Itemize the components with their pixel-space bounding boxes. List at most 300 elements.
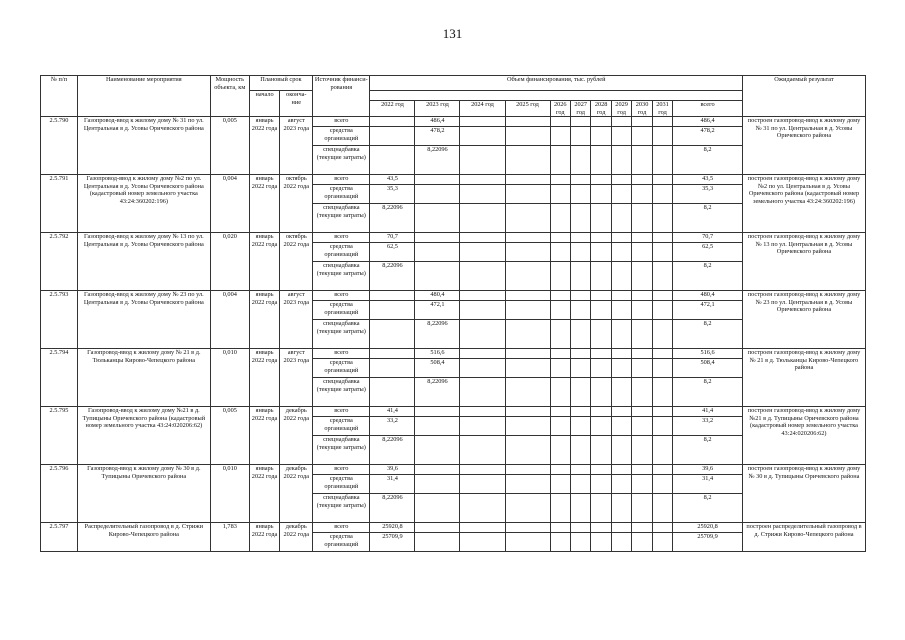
amount-cell: 8,22096: [370, 494, 415, 523]
header-year-1: 2023 год: [415, 101, 460, 117]
amount-cell: 70,7: [673, 233, 743, 243]
header-year-8: 2030 год: [632, 101, 652, 117]
amount-cell: [505, 407, 550, 417]
row-number: 2.5.794: [41, 349, 78, 407]
source-label: средства организаций: [313, 243, 370, 262]
amount-cell: [460, 533, 505, 552]
row-number: 2.5.792: [41, 233, 78, 291]
term-start: январь 2022 года: [249, 523, 280, 552]
amount-cell: [460, 291, 505, 301]
term-start: январь 2022 года: [249, 407, 280, 465]
event-name: Газопровод-ввод к жилому дому № 13 по ул. Центральная в д. Усовы Оричевского района: [77, 233, 210, 291]
amount-cell: [632, 349, 652, 359]
amount-cell: 70,7: [370, 233, 415, 243]
expected-result: построен газопровод-ввод к жилому дому № 21 в д. Тюльканцы Кирово-Чепецкого района: [742, 349, 865, 407]
amount-cell: [611, 291, 631, 301]
amount-cell: [632, 243, 652, 262]
event-name: Распределительный газопровод в д. Стрижи Кирово-Чепецкого района: [77, 523, 210, 552]
amount-cell: [550, 185, 570, 204]
row-number: 2.5.796: [41, 465, 78, 523]
amount-cell: [591, 291, 611, 301]
amount-cell: [611, 233, 631, 243]
amount-cell: [570, 465, 590, 475]
capacity: 0,005: [210, 117, 249, 175]
amount-cell: [632, 262, 652, 291]
table-row: [41, 349, 866, 359]
amount-cell: [505, 175, 550, 185]
amount-cell: [505, 262, 550, 291]
table-row: [41, 291, 866, 301]
amount-cell: [460, 233, 505, 243]
row-number: 2.5.793: [41, 291, 78, 349]
amount-cell: [652, 117, 672, 127]
amount-cell: [591, 417, 611, 436]
source-label: средства организаций: [313, 127, 370, 146]
amount-cell: [505, 127, 550, 146]
term-end: декабрь 2022 года: [280, 407, 313, 465]
source-label: спецнадбавка (текущие затраты): [313, 262, 370, 291]
header-year-5: 2027 год: [570, 101, 590, 117]
row-number: 2.5.791: [41, 175, 78, 233]
amount-cell: 25709,9: [673, 533, 743, 552]
amount-cell: [505, 349, 550, 359]
amount-cell: [591, 465, 611, 475]
amount-cell: [550, 407, 570, 417]
amount-cell: [632, 465, 652, 475]
amount-cell: [652, 175, 672, 185]
amount-cell: 8,22096: [370, 262, 415, 291]
row-number: 2.5.797: [41, 523, 78, 552]
amount-cell: [415, 407, 460, 417]
amount-cell: [591, 146, 611, 175]
amount-cell: [570, 378, 590, 407]
amount-cell: [505, 185, 550, 204]
amount-cell: [570, 185, 590, 204]
amount-cell: 41,4: [370, 407, 415, 417]
source-label: средства организаций: [313, 185, 370, 204]
header-name: Наименование мероприятия: [77, 76, 210, 117]
amount-cell: [611, 301, 631, 320]
amount-cell: [415, 417, 460, 436]
amount-cell: 8,2: [673, 494, 743, 523]
amount-cell: [632, 175, 652, 185]
amount-cell: [550, 533, 570, 552]
capacity: 0,020: [210, 233, 249, 291]
table-row: [41, 465, 866, 475]
term-start: январь 2022 года: [249, 233, 280, 291]
source-label: всего: [313, 407, 370, 417]
amount-cell: [550, 320, 570, 349]
amount-cell: [460, 475, 505, 494]
amount-cell: [632, 378, 652, 407]
amount-cell: [570, 301, 590, 320]
amount-cell: 8,2: [673, 436, 743, 465]
amount-cell: [632, 291, 652, 301]
amount-cell: 33,2: [370, 417, 415, 436]
amount-cell: [370, 359, 415, 378]
amount-cell: [505, 320, 550, 349]
amount-cell: [550, 523, 570, 533]
capacity: 0,010: [210, 349, 249, 407]
amount-cell: [570, 243, 590, 262]
source-label: средства организаций: [313, 301, 370, 320]
amount-cell: 516,6: [415, 349, 460, 359]
amount-cell: [611, 436, 631, 465]
expected-result: построен газопровод-ввод к жилому дому №2 по ул. Центральная в д. Усовы Оричевского района (кадастровый номер земельного участка 43:24:360202:196): [742, 175, 865, 233]
amount-cell: 472,1: [415, 301, 460, 320]
amount-cell: [415, 262, 460, 291]
source-label: спецнадбавка (текущие затраты): [313, 320, 370, 349]
event-name: Газопровод-ввод к жилому дому № 30 в д. Тупицыны Оричевского района: [77, 465, 210, 523]
amount-cell: [591, 262, 611, 291]
expected-result: построен газопровод-ввод к жилому дому №21 в д. Тупицыны Оричевского района (кадастровый номер земельного участка 43:24:020206:62): [742, 407, 865, 465]
amount-cell: [505, 378, 550, 407]
capacity: 0,004: [210, 291, 249, 349]
source-label: всего: [313, 523, 370, 533]
amount-cell: 8,2: [673, 204, 743, 233]
amount-cell: 35,3: [370, 185, 415, 204]
amount-cell: 8,22096: [370, 204, 415, 233]
amount-cell: [370, 291, 415, 301]
amount-cell: [570, 127, 590, 146]
amount-cell: [652, 465, 672, 475]
amount-cell: [550, 417, 570, 436]
amount-cell: 480,4: [673, 291, 743, 301]
amount-cell: [611, 175, 631, 185]
amount-cell: 8,22096: [415, 146, 460, 175]
amount-cell: [415, 233, 460, 243]
row-number: 2.5.795: [41, 407, 78, 465]
capacity: 1,783: [210, 523, 249, 552]
amount-cell: [570, 359, 590, 378]
source-label: средства организаций: [313, 475, 370, 494]
expected-result: построен распределительный газопровод в д. Стрижи Кирово-Чепецкого района: [742, 523, 865, 552]
amount-cell: 480,4: [415, 291, 460, 301]
amount-cell: [415, 175, 460, 185]
term-end: октябрь 2022 года: [280, 233, 313, 291]
expected-result: построен газопровод-ввод к жилому дому № 30 в д. Тупицыны Оричевского района: [742, 465, 865, 523]
table-row: [41, 117, 866, 127]
amount-cell: [460, 523, 505, 533]
source-label: спецнадбавка (текущие затраты): [313, 378, 370, 407]
header-volume: Объем финансирования, тыс. рублей: [370, 76, 743, 91]
amount-cell: [632, 301, 652, 320]
source-label: средства организаций: [313, 417, 370, 436]
amount-cell: 43,5: [673, 175, 743, 185]
amount-cell: [632, 417, 652, 436]
amount-cell: 39,6: [673, 465, 743, 475]
amount-cell: [550, 243, 570, 262]
amount-cell: [570, 146, 590, 175]
term-end: декабрь 2022 года: [280, 523, 313, 552]
amount-cell: [591, 185, 611, 204]
amount-cell: [550, 475, 570, 494]
table-row: [41, 233, 866, 243]
amount-cell: [505, 359, 550, 378]
amount-cell: [591, 127, 611, 146]
amount-cell: [415, 436, 460, 465]
source-label: средства организаций: [313, 359, 370, 378]
amount-cell: [611, 523, 631, 533]
amount-cell: [591, 359, 611, 378]
amount-cell: [632, 320, 652, 349]
amount-cell: 478,2: [415, 127, 460, 146]
amount-cell: [652, 146, 672, 175]
event-name: Газопровод-ввод к жилому дому №2 по ул. Центральная в д. Усовы Оричевского района (кадастровый номер земельного участка 43:24:360202:196): [77, 175, 210, 233]
amount-cell: [370, 378, 415, 407]
amount-cell: 25709,9: [370, 533, 415, 552]
event-name: Газопровод-ввод к жилому дому № 21 в д. Тюльканцы Кирово-Чепецкого района: [77, 349, 210, 407]
amount-cell: [652, 407, 672, 417]
amount-cell: [460, 243, 505, 262]
amount-cell: [632, 233, 652, 243]
amount-cell: [591, 349, 611, 359]
amount-cell: 31,4: [673, 475, 743, 494]
amount-cell: 62,5: [673, 243, 743, 262]
amount-cell: [591, 117, 611, 127]
amount-cell: [652, 359, 672, 378]
amount-cell: [591, 301, 611, 320]
header-year-6: 2028 год: [591, 101, 611, 117]
amount-cell: [611, 262, 631, 291]
amount-cell: [652, 533, 672, 552]
header-year-7: 2029 год: [611, 101, 631, 117]
amount-cell: [415, 204, 460, 233]
amount-cell: [652, 243, 672, 262]
amount-cell: 43,5: [370, 175, 415, 185]
header-term-start: начало: [249, 91, 280, 117]
amount-cell: [611, 533, 631, 552]
amount-cell: [611, 475, 631, 494]
amount-cell: [550, 465, 570, 475]
amount-cell: [505, 475, 550, 494]
amount-cell: 8,2: [673, 320, 743, 349]
expected-result: построен газопровод-ввод к жилому дому № 23 по ул. Центральная в д. Усовы Оричевского района: [742, 291, 865, 349]
amount-cell: [652, 378, 672, 407]
amount-cell: [591, 436, 611, 465]
amount-cell: 41,4: [673, 407, 743, 417]
term-end: декабрь 2022 года: [280, 465, 313, 523]
amount-cell: [415, 243, 460, 262]
header-term-end: оконча-ние: [280, 91, 313, 117]
table-row: [41, 523, 866, 533]
amount-cell: [632, 407, 652, 417]
amount-cell: [570, 175, 590, 185]
amount-cell: [652, 320, 672, 349]
amount-cell: [460, 175, 505, 185]
amount-cell: [652, 233, 672, 243]
amount-cell: [550, 146, 570, 175]
amount-cell: [611, 204, 631, 233]
amount-cell: [570, 533, 590, 552]
amount-cell: [591, 175, 611, 185]
amount-cell: [591, 494, 611, 523]
amount-cell: [550, 175, 570, 185]
amount-cell: 8,22096: [415, 378, 460, 407]
amount-cell: [611, 127, 631, 146]
amount-cell: [652, 185, 672, 204]
term-start: январь 2022 года: [249, 175, 280, 233]
expected-result: построен газопровод-ввод к жилому дому № 31 по ул. Центральная в д. Усовы Оричевского района: [742, 117, 865, 175]
amount-cell: [570, 349, 590, 359]
term-start: январь 2022 года: [249, 349, 280, 407]
amount-cell: [591, 204, 611, 233]
amount-cell: [460, 417, 505, 436]
amount-cell: [415, 185, 460, 204]
amount-cell: 508,4: [415, 359, 460, 378]
amount-cell: [632, 475, 652, 494]
amount-cell: [460, 359, 505, 378]
header-source: Источник финанси-рования: [313, 76, 370, 117]
amount-cell: 25920,8: [370, 523, 415, 533]
amount-cell: [570, 233, 590, 243]
amount-cell: [460, 320, 505, 349]
amount-cell: [550, 233, 570, 243]
amount-cell: [611, 407, 631, 417]
amount-cell: [632, 185, 652, 204]
financing-table: [40, 75, 866, 552]
term-start: январь 2022 года: [249, 465, 280, 523]
amount-cell: [652, 494, 672, 523]
amount-cell: [632, 523, 652, 533]
amount-cell: [460, 349, 505, 359]
header-capacity: Мощность объекта, км: [210, 76, 249, 117]
amount-cell: [505, 465, 550, 475]
amount-cell: [505, 301, 550, 320]
event-name: Газопровод-ввод к жилому дому №21 в д. Тупицыны Оричевского района (кадастровый номер земельного участка 43:24:020206:62): [77, 407, 210, 465]
source-label: всего: [313, 465, 370, 475]
source-label: всего: [313, 291, 370, 301]
header-volume-spacer: [370, 91, 743, 101]
amount-cell: [460, 262, 505, 291]
amount-cell: [505, 291, 550, 301]
amount-cell: [652, 523, 672, 533]
amount-cell: [505, 204, 550, 233]
amount-cell: [570, 523, 590, 533]
capacity: 0,010: [210, 465, 249, 523]
amount-cell: [505, 436, 550, 465]
amount-cell: 516,6: [673, 349, 743, 359]
header-year-0: 2022 год: [370, 101, 415, 117]
amount-cell: 25920,8: [673, 523, 743, 533]
source-label: спецнадбавка (текущие затраты): [313, 204, 370, 233]
amount-cell: 62,5: [370, 243, 415, 262]
amount-cell: [415, 465, 460, 475]
amount-cell: [611, 494, 631, 523]
amount-cell: [460, 465, 505, 475]
expected-result: построен газопровод-ввод к жилому дому № 13 по ул. Центральная в д. Усовы Оричевского района: [742, 233, 865, 291]
amount-cell: [591, 320, 611, 349]
capacity: 0,005: [210, 407, 249, 465]
amount-cell: [652, 349, 672, 359]
header-term: Плановый срок: [249, 76, 312, 91]
amount-cell: [611, 417, 631, 436]
event-name: Газопровод-ввод к жилому дому № 31 по ул. Центральная в д. Усовы Оричевского района: [77, 117, 210, 175]
amount-cell: [611, 378, 631, 407]
amount-cell: [550, 494, 570, 523]
amount-cell: [550, 301, 570, 320]
amount-cell: [550, 378, 570, 407]
amount-cell: [415, 494, 460, 523]
amount-cell: [591, 523, 611, 533]
amount-cell: [570, 475, 590, 494]
amount-cell: [570, 407, 590, 417]
source-label: всего: [313, 233, 370, 243]
source-label: спецнадбавка (текущие затраты): [313, 436, 370, 465]
amount-cell: [505, 523, 550, 533]
amount-cell: [632, 117, 652, 127]
amount-cell: [632, 533, 652, 552]
term-end: август 2023 года: [280, 117, 313, 175]
source-label: всего: [313, 117, 370, 127]
amount-cell: [460, 146, 505, 175]
amount-cell: [550, 291, 570, 301]
amount-cell: [591, 533, 611, 552]
amount-cell: [550, 117, 570, 127]
amount-cell: [460, 185, 505, 204]
amount-cell: [415, 523, 460, 533]
amount-cell: [370, 117, 415, 127]
amount-cell: [550, 204, 570, 233]
amount-cell: [505, 243, 550, 262]
amount-cell: [570, 320, 590, 349]
amount-cell: [550, 436, 570, 465]
amount-cell: [632, 204, 652, 233]
amount-cell: [591, 378, 611, 407]
amount-cell: [632, 127, 652, 146]
amount-cell: 8,2: [673, 146, 743, 175]
term-start: январь 2022 года: [249, 291, 280, 349]
source-label: средства организаций: [313, 533, 370, 552]
amount-cell: [505, 494, 550, 523]
amount-cell: [591, 243, 611, 262]
amount-cell: [611, 359, 631, 378]
header-year-2: 2024 год: [460, 101, 505, 117]
amount-cell: [505, 117, 550, 127]
header-num: № п/п: [41, 76, 78, 117]
amount-cell: [460, 436, 505, 465]
amount-cell: [652, 262, 672, 291]
capacity: 0,004: [210, 175, 249, 233]
source-label: спецнадбавка (текущие затраты): [313, 494, 370, 523]
term-end: октябрь 2022 года: [280, 175, 313, 233]
amount-cell: 31,4: [370, 475, 415, 494]
amount-cell: [460, 378, 505, 407]
amount-cell: [460, 127, 505, 146]
amount-cell: [611, 185, 631, 204]
amount-cell: [591, 407, 611, 417]
amount-cell: 39,6: [370, 465, 415, 475]
term-end: август 2023 года: [280, 291, 313, 349]
amount-cell: 486,4: [415, 117, 460, 127]
term-end: август 2023 года: [280, 349, 313, 407]
amount-cell: [550, 262, 570, 291]
amount-cell: [415, 475, 460, 494]
amount-cell: [370, 146, 415, 175]
amount-cell: [611, 146, 631, 175]
amount-cell: [550, 359, 570, 378]
amount-cell: [370, 127, 415, 146]
amount-cell: [570, 291, 590, 301]
amount-cell: [632, 359, 652, 378]
amount-cell: 472,1: [673, 301, 743, 320]
amount-cell: [460, 204, 505, 233]
amount-cell: [652, 301, 672, 320]
amount-cell: [591, 475, 611, 494]
event-name: Газопровод-ввод к жилому дому № 23 по ул. Центральная в д. Усовы Оричевского района: [77, 291, 210, 349]
amount-cell: [611, 349, 631, 359]
table-row: [41, 175, 866, 185]
